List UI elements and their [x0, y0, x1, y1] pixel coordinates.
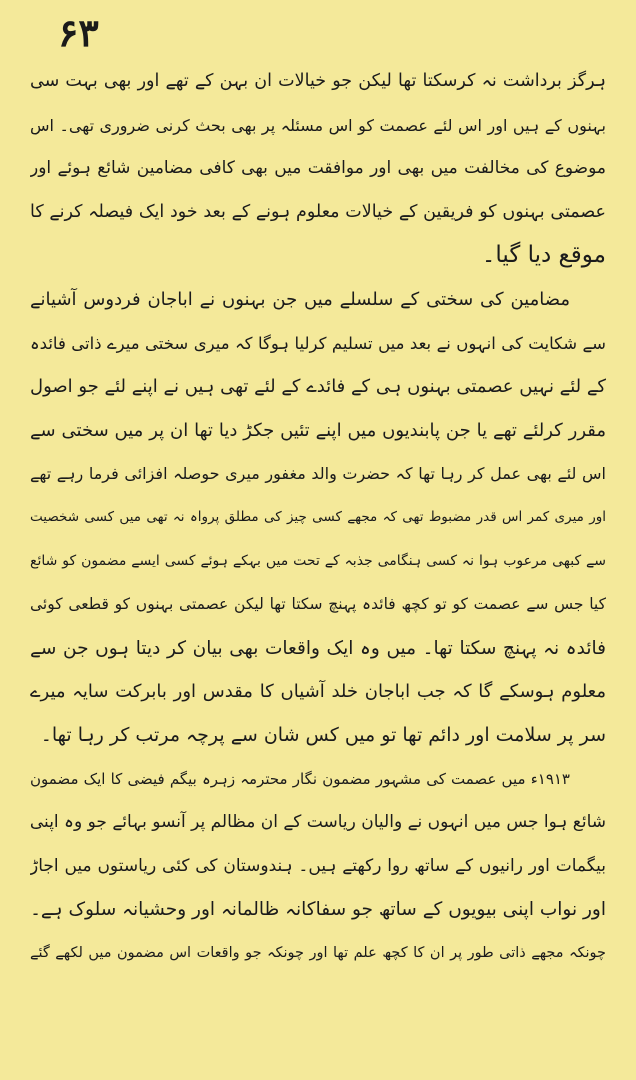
text-line: شائع ہوا جس میں انہوں نے والیان ریاست کے ان مظالم پر آنسو بہائے جو وہ اپنی	[30, 812, 606, 833]
text-line: مضامین کی سختی کے سلسلے میں جن بہنوں نے اباجان فردوس آشیانے	[30, 288, 570, 310]
text-line: چونکہ مجھے ذاتی طور پر ان کا کچھ علم تھا اور چونکہ جو واقعات اس مضمون میں لکھے گئے	[30, 944, 606, 961]
text-line: موقع دیا گیا۔	[481, 242, 606, 269]
text-line: اس لئے بھی عمل کر رہا تھا کہ حضرت والد مغفور میری حوصلہ افزائی فرما رہے تھے	[30, 464, 606, 484]
text-line: بہنوں کے ہیں اور اس لئے عصمت کو اس مسئلہ پر بھی بحث کرنی ضروری تھی۔ اس	[30, 115, 606, 135]
page-number: ۶۳	[58, 10, 99, 55]
page-body-text	[30, 60, 606, 1080]
text-line: سے کبھی مرعوب ہوا نہ کسی ہنگامی جذبہ کے تحت میں بہکے ہوئے کسی ایسے مضمون کو شائع	[30, 552, 606, 569]
text-line: کے لئے نہیں عصمتی بہنوں ہی کے فائدے کے لئے تھی ہیں نے اپنے لئے جو اصول	[30, 376, 606, 398]
text-line: فائدہ نہ پہنچ سکتا تھا۔ میں وہ ایک واقعات بھی بیان کر دیتا ہوں جن سے	[30, 637, 606, 659]
text-line: ہرگز برداشت نہ کرسکتا تھا لیکن جو خیالات ان بہن کے تھے اور بھی بہت سی	[30, 71, 606, 91]
text-line: کیا جس سے عصمت کو تو کچھ فائدہ پہنچ سکتا تھا لیکن عصمتی بہنوں کو قطعی کوئی	[30, 595, 606, 614]
text-line: عصمتی بہنوں کو فریقین کے خیالات معلوم ہونے کے بعد خود ایک فیصلہ کرنے کا	[30, 201, 606, 222]
text-line: سے شکایت کی انہوں نے بعد میں تسلیم کرلیا ہوگا کہ میری سختی میرے ذاتی فائدہ	[30, 333, 606, 353]
text-line: سر پر سلامت اور دائم تھا تو میں کس شان سے پرچہ مرتب کر رہا تھا۔	[40, 723, 606, 746]
text-line: بیگمات اور رانیوں کے ساتھ روا رکھتے ہیں۔ ہندوستان کی کئی ریاستوں میں اجاڑ	[30, 855, 606, 876]
text-line: معلوم ہوسکے گا کہ جب اباجان خلد آشیاں کا مقدس اور بابرکت سایہ میرے	[30, 681, 606, 703]
text-line: اور نواب اپنی بیویوں کے ساتھ جو سفاکانہ ظالمانہ اور وحشیانہ سلوک ہے۔	[30, 899, 606, 921]
text-line: موضوع کی مخالفت میں بھی اور موافقت میں بھی کافی مضامین شائع ہوئے اور	[30, 158, 606, 179]
text-line: مقرر کرلئے تھے یا جن پابندیوں میں اپنے تئیں جکڑ دیا تھا ان پر میں سختی سے	[30, 419, 606, 441]
text-line: اور میری کمر اس قدر مضبوط تھی کہ مجھے کسی چیز کی مطلق پرواہ نہ تھی میں کسی شخصیت	[30, 508, 606, 525]
text-line: ۱۹۱۳ء میں عصمت کی مشہور مضمون نگار محترمہ زہرہ بیگم فیضی کا ایک مضمون	[30, 769, 570, 788]
